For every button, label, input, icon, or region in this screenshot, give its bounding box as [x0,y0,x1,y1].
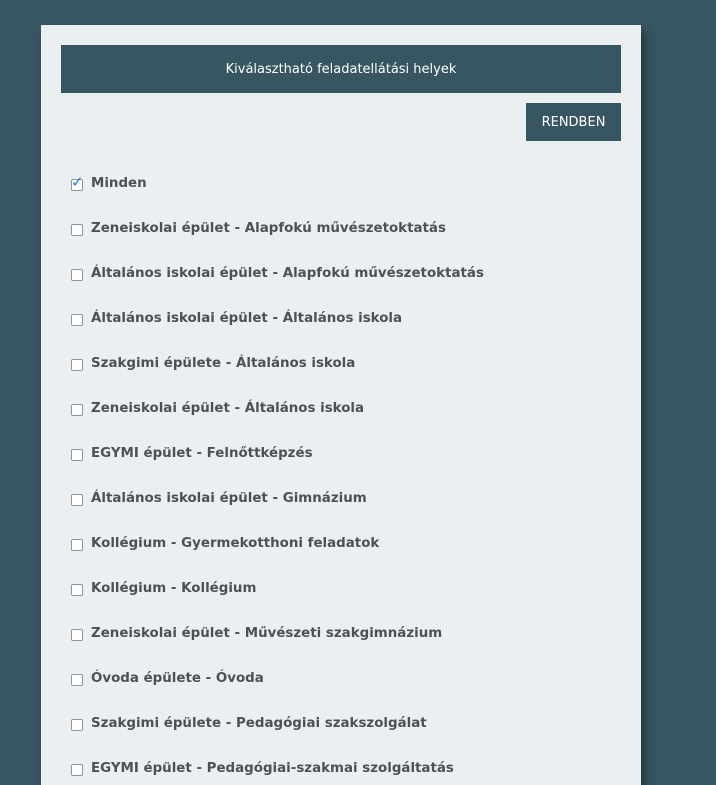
checkbox[interactable] [71,494,83,506]
checkbox-label: Kollégium - Kollégium [91,581,257,596]
checkbox[interactable] [71,224,83,236]
checkbox[interactable] [71,539,83,551]
checkbox[interactable] [71,719,83,731]
checkbox-list [71,175,621,785]
checkbox-item[interactable] [71,265,621,310]
checkbox[interactable] [71,629,83,641]
checkbox-label: Általános iskolai épület - Általános iskola [91,311,403,326]
checkbox-item[interactable] [71,400,621,445]
checkbox-item[interactable] [71,445,621,490]
checkmark-icon: ✓ [71,173,84,191]
checkbox-label: Óvoda épülete - Óvoda [91,671,264,686]
checkbox-item[interactable] [71,535,621,580]
checkbox[interactable] [71,173,84,191]
select-all-item[interactable] [71,175,621,220]
checkbox[interactable] [71,404,83,416]
checkbox-label: Kollégium - Gyermekotthoni feladatok [91,536,380,551]
checkbox-label: EGYMI épület - Pedagógiai-szakmai szolgáltatás [91,761,454,776]
checkbox-item[interactable] [71,715,621,760]
dialog-title: Kiválasztható feladatellátási helyek [225,61,457,77]
checkbox[interactable] [71,764,83,776]
checkbox-label: Zeneiskolai épület - Művészeti szakgimnázium [91,626,443,641]
checkbox-item[interactable] [71,670,621,715]
checkbox-label: Általános iskolai épület - Gimnázium [91,491,367,506]
checkbox-item[interactable] [71,580,621,625]
checkbox-label: EGYMI épület - Felnőttképzés [91,446,313,461]
checkbox-item[interactable] [71,490,621,535]
checkbox-label: Általános iskolai épület - Alapfokú művészetoktatás [91,266,484,281]
checkbox-label: Szakgimi épülete - Pedagógiai szakszolgálat [91,716,427,731]
checkbox[interactable] [71,674,83,686]
checkbox-label: Zeneiskolai épület - Általános iskola [91,401,365,416]
ok-button[interactable]: RENDBEN [526,103,621,141]
checkbox-item[interactable] [71,760,621,785]
checkbox-label: Zeneiskolai épület - Alapfokú művészetoktatás [91,221,446,236]
checkbox-item[interactable] [71,310,621,355]
dialog-header [61,45,621,93]
checkbox[interactable] [71,314,83,326]
checkbox[interactable] [71,359,83,371]
checkbox-item[interactable] [71,220,621,265]
checkbox-label: Minden [91,176,147,191]
checkbox[interactable] [71,449,83,461]
checkbox[interactable] [71,584,83,596]
checkbox-item[interactable] [71,355,621,400]
checkbox-item[interactable] [71,625,621,670]
selection-dialog [41,25,641,785]
checkbox[interactable] [71,269,83,281]
checkbox-label: Szakgimi épülete - Általános iskola [91,356,356,371]
